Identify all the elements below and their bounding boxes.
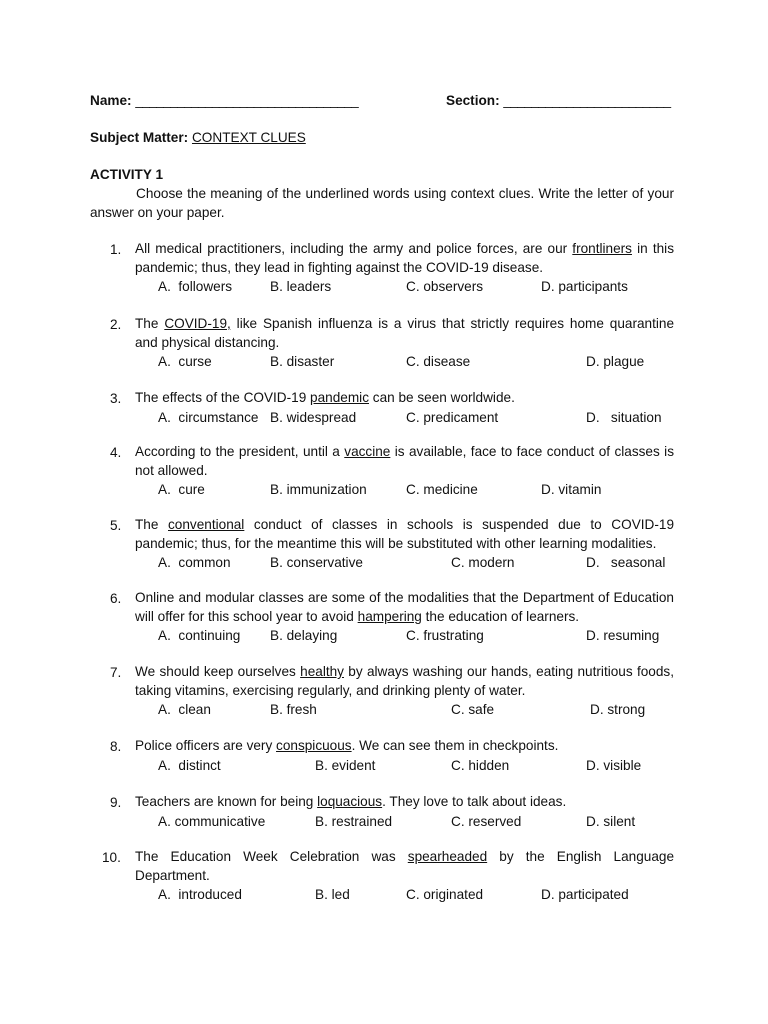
answer-option: A. distinct xyxy=(158,757,221,773)
answer-option: D. resuming xyxy=(586,628,660,643)
question-text: by the English Language Department. xyxy=(135,849,674,883)
answer-option: B. fresh xyxy=(270,702,317,717)
answer-option: D. situation xyxy=(586,409,662,425)
question-stem xyxy=(135,663,674,700)
answer-option: C. medicine xyxy=(406,482,478,497)
question-text: conduct of classes in schools is suspended due to COVID-19 pandemic; thus, for the meantime this will be substituted with other learning modalities. xyxy=(135,517,675,551)
question-number: 1. xyxy=(110,242,122,257)
answer-option: C. disease xyxy=(406,354,471,369)
header xyxy=(90,91,680,110)
answer-options xyxy=(158,700,678,719)
answer-option: D. visible xyxy=(586,757,642,773)
answer-option: A. clean xyxy=(158,702,211,717)
underlined-word: vaccine xyxy=(344,444,391,459)
answer-options xyxy=(158,480,678,499)
answer-options xyxy=(158,626,678,645)
section-blank: ________________________ xyxy=(503,93,671,108)
answer-option: A. circumstance xyxy=(158,409,259,425)
instructions xyxy=(90,184,674,222)
answer-options xyxy=(158,812,678,831)
answer-option: B. immunization xyxy=(270,482,367,497)
question-number: 3. xyxy=(110,391,122,406)
question-text: The Education Week Celebration was xyxy=(135,849,408,864)
name-label: Name: xyxy=(90,93,132,108)
question-text: the education of learners. xyxy=(421,608,580,624)
answer-option: D. participants xyxy=(541,279,628,294)
question-stem xyxy=(135,516,674,553)
question-number: 8. xyxy=(110,739,122,754)
answer-options xyxy=(158,277,678,296)
answer-option: C. frustrating xyxy=(406,628,484,643)
answer-option: B. delaying xyxy=(270,628,338,643)
question-number: 10. xyxy=(102,850,121,865)
question-text: in this pandemic; thus, they lead in fighting against the COVID-19 disease. xyxy=(135,241,674,275)
underlined-word: loquacious xyxy=(317,794,383,809)
instructions-text: Choose the meaning of the underlined words using context clues. Write the letter of your answer on your paper. xyxy=(90,186,674,220)
answer-option: B. led xyxy=(315,887,350,902)
underlined-word: frontliners xyxy=(572,241,632,256)
answer-option: D. participated xyxy=(541,887,629,902)
answer-option: C. safe xyxy=(451,702,495,717)
question-text: is available, face to face conduct of classes is not allowed. xyxy=(135,444,674,478)
question-stem xyxy=(135,389,674,408)
underlined-word: conspicuous xyxy=(276,738,352,753)
subject-matter xyxy=(90,128,306,147)
question-number: 5. xyxy=(110,518,122,533)
answer-option: A. common xyxy=(158,555,231,570)
question-text: . We can see them in checkpoints. xyxy=(351,738,559,753)
answer-option: D. seasonal xyxy=(586,555,666,570)
question-text: According to the president, until a xyxy=(135,444,345,459)
answer-option: B. disaster xyxy=(270,354,335,369)
question-stem xyxy=(135,315,674,352)
underlined-word: conventional xyxy=(168,517,245,532)
answer-options xyxy=(158,352,678,371)
underlined-word: pandemic xyxy=(310,390,369,405)
answer-option: A. continuing xyxy=(158,628,241,643)
question-number: 9. xyxy=(110,795,122,810)
underlined-word: healthy xyxy=(300,664,344,679)
underlined-word: hampering xyxy=(357,608,422,624)
question-text: The xyxy=(135,517,168,532)
question-number: 2. xyxy=(110,317,122,332)
section-label: Section: xyxy=(446,93,500,108)
answer-option: C. modern xyxy=(451,555,515,570)
activity-title: ACTIVITY 1 xyxy=(90,167,164,182)
answer-option: C. predicament xyxy=(406,409,499,425)
question-text: . They love to talk about ideas. xyxy=(382,794,567,809)
question-text: All medical practitioners, including the army and police forces, are our xyxy=(135,241,573,256)
answer-options xyxy=(158,756,678,775)
answer-options xyxy=(158,885,678,904)
section-field xyxy=(446,91,670,110)
answer-option: C. reserved xyxy=(451,813,522,829)
question-text: can be seen worldwide. xyxy=(369,390,515,405)
question-text: Teachers are known for being xyxy=(135,794,318,809)
answer-option: A. introduced xyxy=(158,887,242,902)
answer-option: D. strong xyxy=(590,702,646,717)
question-text: We should keep ourselves xyxy=(135,664,301,679)
answer-option: A. followers xyxy=(158,279,233,294)
answer-option: A. curse xyxy=(158,354,212,369)
question-stem xyxy=(135,589,674,626)
answer-options xyxy=(158,408,678,427)
answer-option: B. widespread xyxy=(270,409,357,425)
question-stem xyxy=(135,848,674,885)
question-text: like Spanish influenza is a virus that strictly requires home quarantine and physical distancing. xyxy=(135,316,675,350)
answer-option: B. evident xyxy=(315,757,376,773)
answer-option: D. silent xyxy=(586,813,636,829)
name-blank: ________________________________ xyxy=(135,93,359,108)
question-text: The xyxy=(135,316,165,331)
question-text: Police officers are very xyxy=(135,738,277,753)
question-number: 7. xyxy=(110,665,122,680)
question-text: by always washing our hands, eating nutritious foods, taking vitamins, exercising regularly, and drinking plenty of water. xyxy=(135,664,675,698)
answer-option: A. communicative xyxy=(158,813,266,829)
underlined-word: spearheaded xyxy=(407,849,488,864)
answer-option: D. vitamin xyxy=(541,482,602,497)
underlined-word: COVID-19, xyxy=(164,316,231,331)
answer-option: B. conservative xyxy=(270,555,363,570)
subject-label: Subject Matter: xyxy=(90,130,189,145)
question-stem xyxy=(135,240,674,277)
subject-value: CONTEXT CLUES xyxy=(191,130,306,145)
question-stem xyxy=(135,443,674,480)
question-text: The effects of the COVID-19 xyxy=(135,390,311,405)
question-stem xyxy=(135,737,674,756)
question-text: Online and modular classes are some of the modalities that the Department of Education will offer for this school year to avoid xyxy=(135,590,674,624)
answer-option: B. leaders xyxy=(270,279,332,294)
question-number: 4. xyxy=(110,445,122,460)
answer-option: C. originated xyxy=(406,887,484,902)
answer-option: A. cure xyxy=(158,482,205,497)
question-number: 6. xyxy=(110,591,122,606)
answer-option: C. observers xyxy=(406,279,484,294)
question-stem xyxy=(135,793,674,812)
answer-option: C. hidden xyxy=(451,757,510,773)
answer-option: D. plague xyxy=(586,354,645,369)
name-field xyxy=(90,91,358,110)
answer-option: B. restrained xyxy=(315,813,393,829)
answer-options xyxy=(158,553,678,572)
